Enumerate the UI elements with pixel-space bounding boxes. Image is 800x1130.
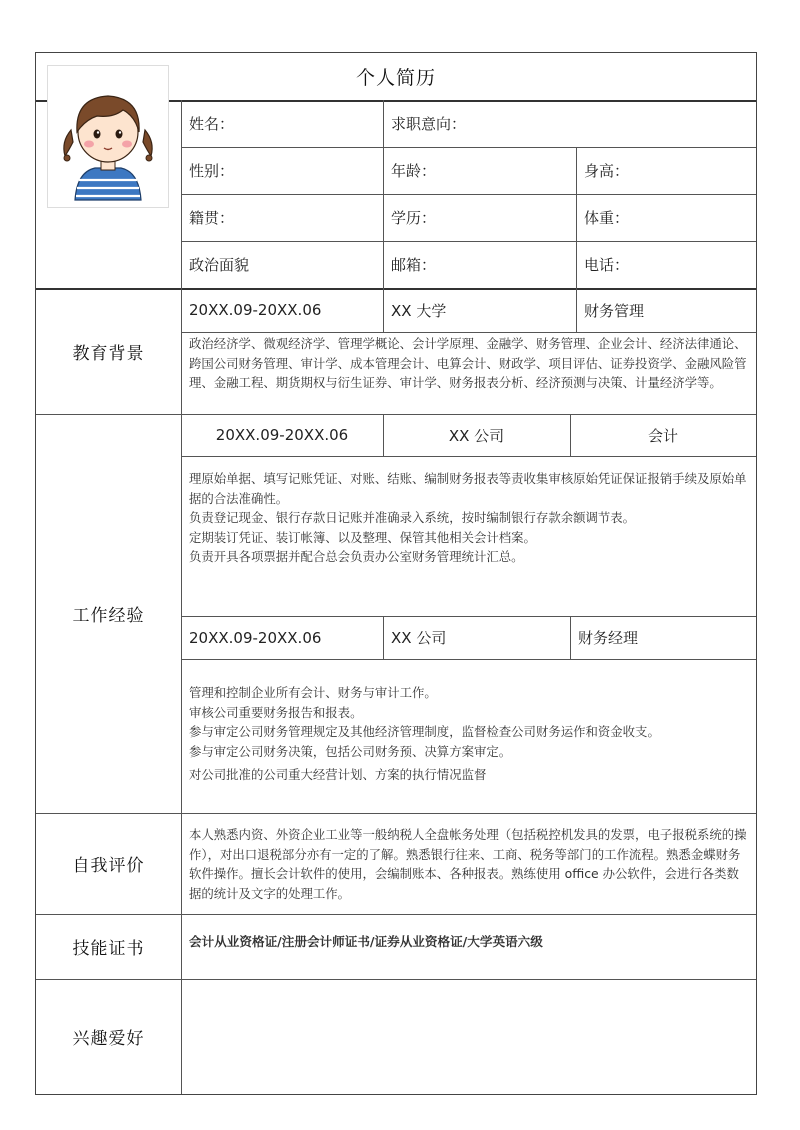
education-school: XX 大学: [391, 301, 447, 320]
hobbies-label: 兴趣爱好: [72, 1029, 145, 1049]
education-courses: [181, 334, 756, 414]
weight-label: 体重：: [584, 209, 630, 227]
education-major: 财务管理: [584, 301, 645, 320]
job2-duty: 对公司批准的公司重大经营计划、方案的执行情况监督: [189, 767, 487, 782]
divider: [181, 332, 756, 333]
job2-position: 财务经理: [578, 629, 639, 647]
origin-label: 籍贯：: [189, 209, 235, 227]
job2-company: XX 公司: [391, 629, 447, 647]
phone-label: 电话：: [584, 256, 630, 274]
gender-label: 性别：: [189, 162, 235, 180]
job-intention-label: 求职意向：: [391, 115, 467, 133]
divider: [181, 659, 756, 660]
divider: [181, 456, 756, 457]
job1-duty: 负责开具各项票据并配合总会负责办公室财务管理统计汇总。: [189, 549, 524, 564]
job1-company: XX 公司: [448, 426, 505, 445]
education-label: 学历：: [391, 209, 437, 227]
job2-duty: 审核公司重要财务报告和报表。: [189, 704, 363, 720]
page-title: 个人简历: [355, 67, 436, 89]
job1-duty: 定期装订凭证、装订帐簿、以及整理、保管其他相关会计档案。: [189, 529, 536, 545]
job2-duties: [181, 683, 756, 808]
resume-sheet: [35, 52, 757, 1095]
self-evaluation-text: 本人熟悉内资、外资企业工业等一般纳税人全盘帐务处理（包括税控机发具的发票，电子报税系统的操作），对出口退税部分亦有一定的了解。熟悉银行往来、工商、税务等部门的工作流程。熟悉金蝶财务软件操作。擅长会计软件的使用，会编制账本、各种报表。熟练使用 office 办公软件，会进行各类数据的统计及文字的处理工作。: [189, 827, 747, 901]
job2-duty: 参与审定公司财务管理规定及其他经济管理制度，监督检查公司财务运作和资金收支。: [189, 724, 660, 739]
job2-period: 20XX.09-20XX.06: [189, 628, 322, 647]
job1-duty: 负责登记现金、银行存款日记账并准确录入系统，按时编制银行存款余额调节表。: [189, 510, 636, 525]
job2-duty: 管理和控制企业所有会计、财务与审计工作。: [189, 685, 437, 700]
self-evaluation: [181, 825, 756, 910]
avatar: [47, 65, 169, 208]
name-label: 姓名：: [189, 115, 235, 133]
work-section-label: 工作经验: [72, 606, 145, 626]
girl-avatar-icon: [53, 72, 163, 202]
hobbies-content: [181, 979, 756, 1094]
job2-duty: 参与审定公司财务决策，包括公司财务预、决算方案审定。: [189, 743, 512, 759]
skills-label: 技能证书: [72, 939, 145, 959]
self-evaluation-label: 自我评价: [72, 856, 145, 876]
job1-duty: 理原始单据、填写记账凭证、对账、结账、编制财务报表等责收集审核原始凭证保证报销手续及原始单据的合法准确性。: [189, 471, 747, 506]
job1-duties: [181, 469, 756, 614]
age-label: 年龄：: [391, 162, 437, 180]
courses-text: 政治经济学、微观经济学、管理学概论、会计学原理、金融学、财务管理、企业会计、经济法律通论、跨国公司财务管理、审计学、成本管理会计、电算会计、财政学、项目评估、证券投资学、金融风险管理、金融工程、期货期权与衍生证券、审计学、财务报表分析、经济预测与决策、计量经济学等。: [189, 336, 747, 390]
education-period: 20XX.09-20XX.06: [189, 301, 322, 319]
skills-certificates: 会计从业资格证/注册会计师证书/证券从业资格证/大学英语六级: [189, 934, 543, 949]
job1-position: 会计: [647, 426, 678, 445]
email-label: 邮箱：: [391, 256, 437, 274]
political-status-label: 政治面貌: [189, 256, 250, 274]
education-section-label: 教育背景: [72, 343, 145, 364]
height-label: 身高：: [584, 162, 630, 180]
job1-period: 20XX.09-20XX.06: [215, 426, 349, 444]
